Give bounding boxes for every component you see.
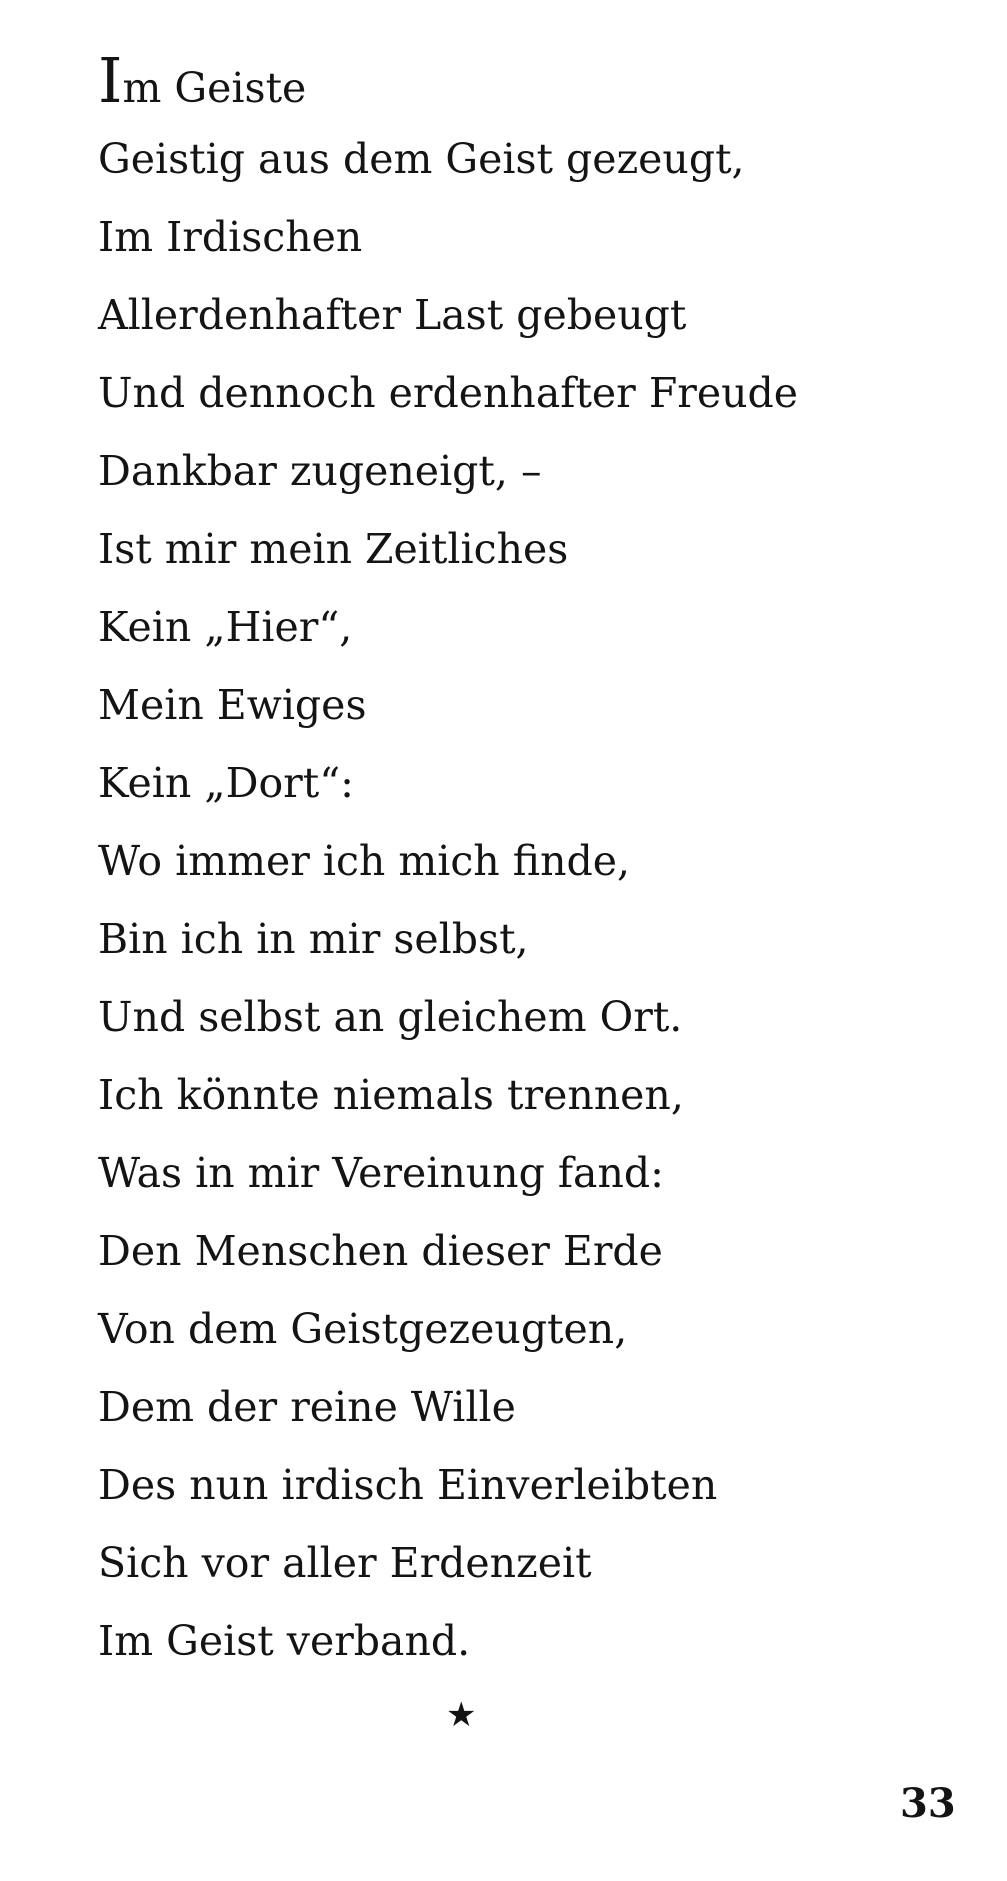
poem-line: Ist mir mein Zeitliches: [98, 525, 569, 573]
poem-line: Bin ich in mir selbst,: [98, 915, 529, 963]
poem-line: Kein „Dort“:: [98, 759, 354, 807]
poem-line: Mein Ewiges: [98, 681, 367, 729]
poem-line: Von dem Geistgezeugten,: [98, 1305, 628, 1353]
poem-line: Sich vor aller Erdenzeit: [98, 1539, 592, 1587]
poem-line: Den Menschen dieser Erde: [98, 1227, 663, 1275]
poem-line: Was in mir Vereinung fand:: [98, 1149, 664, 1197]
page-number: 33: [900, 1780, 956, 1827]
poem-title: [98, 42, 918, 120]
poem-line: Im Geist verband.: [98, 1617, 471, 1665]
poem-line: Kein „Hier“,: [98, 603, 353, 651]
poem-line: Und dennoch erdenhafter Freude: [98, 369, 799, 417]
poem-line: Geistig aus dem Geist gezeugt,: [98, 135, 745, 183]
poem-line: Des nun irdisch Einverleibten: [98, 1461, 718, 1509]
poem-line: Dankbar zugeneigt, –: [98, 447, 542, 495]
poem-line: Ich könnte niemals trennen,: [98, 1071, 684, 1119]
poem-title-initial: I: [98, 44, 123, 117]
star-ornament-icon: ★: [446, 1695, 477, 1735]
poem-line: Und selbst an gleichem Ort.: [98, 993, 683, 1041]
poem-line: Im Irdischen: [98, 213, 363, 261]
poem-title-rest: m Geiste: [122, 64, 307, 112]
poem-line: Wo immer ich mich finde,: [98, 837, 631, 885]
poem: [98, 42, 918, 1680]
poem-line: Dem der reine Wille: [98, 1383, 516, 1431]
poem-line: Allerdenhafter Last gebeugt: [98, 291, 687, 339]
